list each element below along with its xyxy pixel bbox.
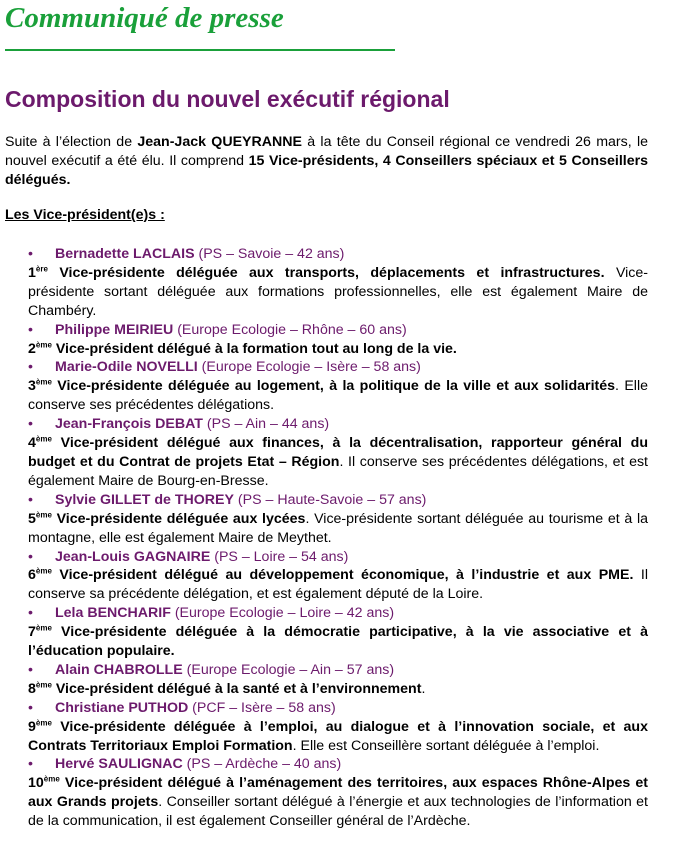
vice-president-role: Vice-président délégué aux finances, à la décentralisation, rapporteur général du budget et du Contrat de projets Etat – Région: [28, 435, 648, 470]
vice-president-rank: 2: [28, 340, 36, 357]
vice-president-name: Lela BENCHARIF: [55, 605, 171, 622]
vice-president-party-info: (Europe Ecologie – Loire – 42 ans): [170, 605, 395, 622]
vice-president-description: [28, 340, 648, 359]
vice-president-name: Bernadette LACLAIS: [55, 246, 195, 262]
vice-president-rank: 1: [28, 264, 36, 281]
vice-president-rank-suffix: ème: [35, 717, 52, 727]
header-divider: [5, 49, 395, 51]
vice-president-role: Vice-présidente déléguée à la démocratie participative, à la vie associative et à l’éducation populaire.: [28, 624, 648, 660]
vice-president-details: . Vice-présidente sortant déléguée au tourisme et à la montagne, elle est également Maire de Meythet.: [28, 510, 648, 546]
vice-president-person: [28, 755, 648, 774]
vice-president-description: [28, 623, 648, 661]
vice-president-name: Jean-Louis GAGNAIRE: [55, 548, 211, 565]
vice-president-details: .: [421, 680, 426, 697]
vice-president-description: [28, 680, 648, 699]
vice-president-person: [28, 548, 648, 567]
section-heading-vice-presidents: Les Vice-président(e)s :: [5, 207, 165, 223]
bullet-icon: •: [28, 548, 33, 565]
vice-president-person: [28, 358, 648, 377]
vice-president-rank-suffix: ème: [35, 566, 52, 576]
vice-president-role: Vice-président délégué au développement économique, à l’industrie et aux PME.: [51, 567, 634, 584]
vice-president-list: [28, 245, 648, 831]
vice-president-details: . Conseiller sortant délégué à l’énergie et aux technologies de l’information et de la communication, il est également Conseiller général de l’Ardèche.: [28, 794, 648, 830]
vice-president-rank-suffix: ère: [35, 264, 48, 274]
bullet-icon: •: [28, 756, 33, 773]
list-item: [28, 548, 648, 605]
vice-president-party-info: (Europe Ecologie – Rhône – 60 ans): [173, 321, 407, 338]
vice-president-details: . Elle conserve ses précédentes délégations.: [28, 378, 648, 414]
vice-president-name: Alain CHABROLLE: [55, 661, 183, 678]
page-title: Composition du nouvel exécutif régional: [5, 86, 450, 112]
vice-president-party-info: (PCF – Isère – 58 ans): [188, 699, 336, 716]
vice-president-rank-suffix: ème: [35, 434, 52, 444]
vice-president-rank-suffix: ème: [35, 623, 52, 633]
vice-president-party-info: (PS – Loire – 54 ans): [210, 548, 349, 565]
vice-president-name: Philippe MEIRIEU: [55, 321, 174, 338]
vice-president-rank: 5: [28, 510, 36, 527]
vice-president-rank: 10: [28, 775, 44, 792]
vice-president-role: Vice-président délégué à l’aménagement des territoires, aux espaces Rhône-Alpes et aux Grands projets: [28, 775, 648, 811]
vice-president-person: [28, 491, 648, 510]
vice-president-name: Marie-Odile NOVELLI: [55, 359, 198, 376]
list-item: [28, 245, 648, 321]
list-item: [28, 321, 648, 359]
vice-president-party-info: (PS – Ardèche – 40 ans): [182, 756, 342, 773]
vice-president-description: [28, 774, 648, 831]
vice-president-role: Vice-présidente déléguée aux transports, déplacements et infrastructures.: [47, 264, 605, 281]
vice-president-rank-suffix: ème: [35, 509, 52, 519]
bullet-icon: •: [28, 359, 33, 376]
vice-president-person: [28, 321, 648, 340]
vice-president-rank-suffix: ème: [35, 680, 52, 690]
vice-president-rank-suffix: ème: [35, 377, 52, 387]
list-item: [28, 415, 648, 491]
intro-text-2: à la tête du Conseil régional ce vendredi 26 mars, le nouvel exécutif a été élu. Il comprend: [5, 134, 649, 169]
bullet-icon: •: [28, 491, 33, 508]
vice-president-details: Vice-présidente sortant déléguée aux formations professionnelles, elle est également Maire de Chambéry.: [28, 264, 649, 319]
vice-president-person: [28, 415, 648, 434]
vice-president-party-info: (PS – Savoie – 42 ans): [194, 246, 345, 262]
vice-president-party-info: (PS – Ain – 44 ans): [202, 416, 330, 433]
vice-president-description: [28, 718, 648, 756]
vice-president-name: Sylvie GILLET de THOREY: [55, 491, 234, 508]
intro-paragraph: [5, 133, 648, 190]
vice-president-name: Jean-François DEBAT: [55, 416, 203, 433]
bullet-icon: •: [28, 246, 33, 262]
list-item: [28, 358, 648, 415]
vice-president-description: [28, 566, 648, 604]
vice-president-party-info: (Europe Ecologie – Ain – 57 ans): [182, 661, 395, 678]
bullet-icon: •: [28, 416, 33, 433]
vice-president-party-info: (PS – Haute-Savoie – 57 ans): [233, 491, 427, 508]
bullet-icon: •: [28, 699, 33, 716]
vice-president-rank: 6: [28, 567, 36, 584]
president-name: Jean-Jack QUEYRANNE: [137, 134, 302, 150]
bullet-icon: •: [28, 321, 33, 338]
list-item: [28, 699, 648, 756]
press-release-heading: Communiqué de presse: [5, 2, 284, 34]
vice-president-rank: 8: [28, 680, 36, 697]
vice-president-person: [28, 604, 648, 623]
list-item: [28, 604, 648, 661]
executive-composition: 15 Vice-présidents, 4 Conseillers spéciaux et 5 Conseillers délégués.: [5, 153, 648, 188]
vice-president-description: [28, 510, 648, 548]
list-item: [28, 661, 648, 699]
vice-president-rank: 9: [28, 718, 36, 735]
vice-president-details: Il conserve sa précédente délégation, et est également député de la Loire.: [28, 567, 648, 603]
vice-president-rank: 3: [28, 378, 36, 395]
vice-president-role: Vice-présidente déléguée à l’emploi, au dialogue et à l’innovation sociale, et aux Contrats Territoriaux Emploi Formation: [28, 718, 648, 754]
vice-president-role: Vice-présidente déléguée aux lycées: [51, 510, 306, 527]
vice-president-person: [28, 661, 648, 680]
vice-president-description: [28, 264, 648, 321]
vice-president-details: . Il conserve ses précédentes délégations, et est également Maire de Bourg-en-Bresse.: [28, 453, 648, 489]
vice-president-name: Hervé SAULIGNAC: [55, 756, 183, 773]
vice-president-role: Vice-président délégué à la formation tout au long de la vie.: [51, 340, 457, 357]
vice-president-rank: 4: [28, 435, 36, 452]
list-item: [28, 491, 648, 548]
vice-president-details: . Elle est Conseillère sortant déléguée à l’emploi.: [292, 737, 600, 754]
bullet-icon: •: [28, 661, 33, 678]
vice-president-role: Vice-présidente déléguée au logement, à la politique de la ville et aux solidarités: [51, 378, 616, 395]
vice-president-party-info: (Europe Ecologie – Isère – 58 ans): [197, 359, 421, 376]
vice-president-rank: 7: [28, 624, 36, 641]
list-item: [28, 755, 648, 831]
vice-president-rank-suffix: ème: [43, 774, 60, 784]
vice-president-person: [28, 699, 648, 718]
vice-president-person: [28, 245, 648, 264]
vice-president-rank-suffix: ème: [35, 339, 52, 349]
vice-president-description: [28, 434, 648, 491]
vice-president-name: Christiane PUTHOD: [55, 699, 189, 716]
vice-president-description: [28, 377, 648, 415]
bullet-icon: •: [28, 605, 33, 622]
vice-president-role: Vice-président délégué à la santé et à l’environnement: [51, 680, 422, 697]
intro-text-1: Suite à l’élection de: [5, 134, 138, 150]
